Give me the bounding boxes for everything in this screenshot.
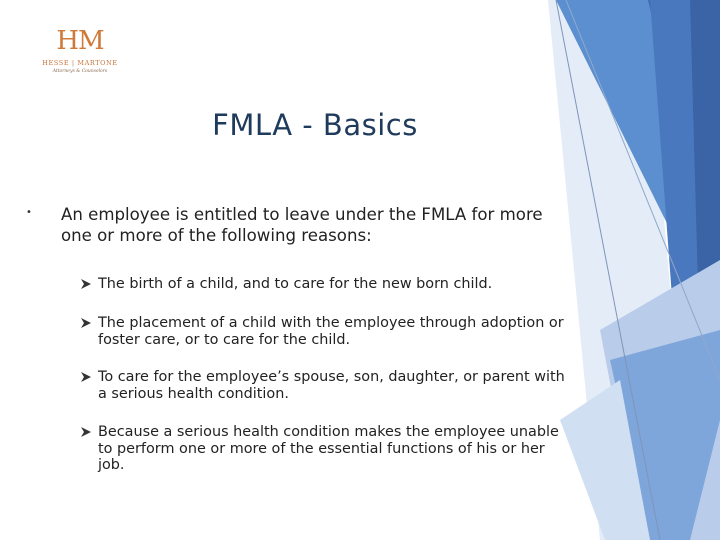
arrowhead-bullet-icon: [80, 426, 92, 438]
list-item-text: The birth of a child, and to care for the new born child.: [98, 276, 493, 292]
logo-mark: HM: [56, 26, 104, 56]
list-item-text: To care for the employee’s spouse, son, daughter, or parent with a serious health condition.: [98, 369, 565, 402]
main-bullet-text: An employee is entitled to leave under the FMLA for more one or more of the following reasons:: [61, 205, 543, 245]
list-item-text: The placement of a child with the employee through adoption or foster care, or to care for the child.: [98, 315, 564, 348]
list-item: [80, 369, 570, 402]
list-item: [80, 315, 570, 348]
arrowhead-bullet-icon: [80, 371, 92, 383]
list-item: [80, 424, 570, 474]
company-logo: [30, 26, 130, 74]
list-item: [80, 276, 492, 293]
arrowhead-bullet-icon: [80, 278, 92, 290]
list-item-text: Because a serious health condition makes the employee unable to perform one or more of the essential functions of his or her job.: [98, 424, 559, 473]
arrowhead-bullet-icon: [80, 317, 92, 329]
logo-tagline: Attorneys & Counselors: [52, 69, 108, 74]
round-bullet-icon: •: [26, 207, 32, 218]
slide-title: FMLA - Basics: [212, 108, 418, 142]
logo-name: HESSE | MARTONE: [42, 59, 118, 67]
